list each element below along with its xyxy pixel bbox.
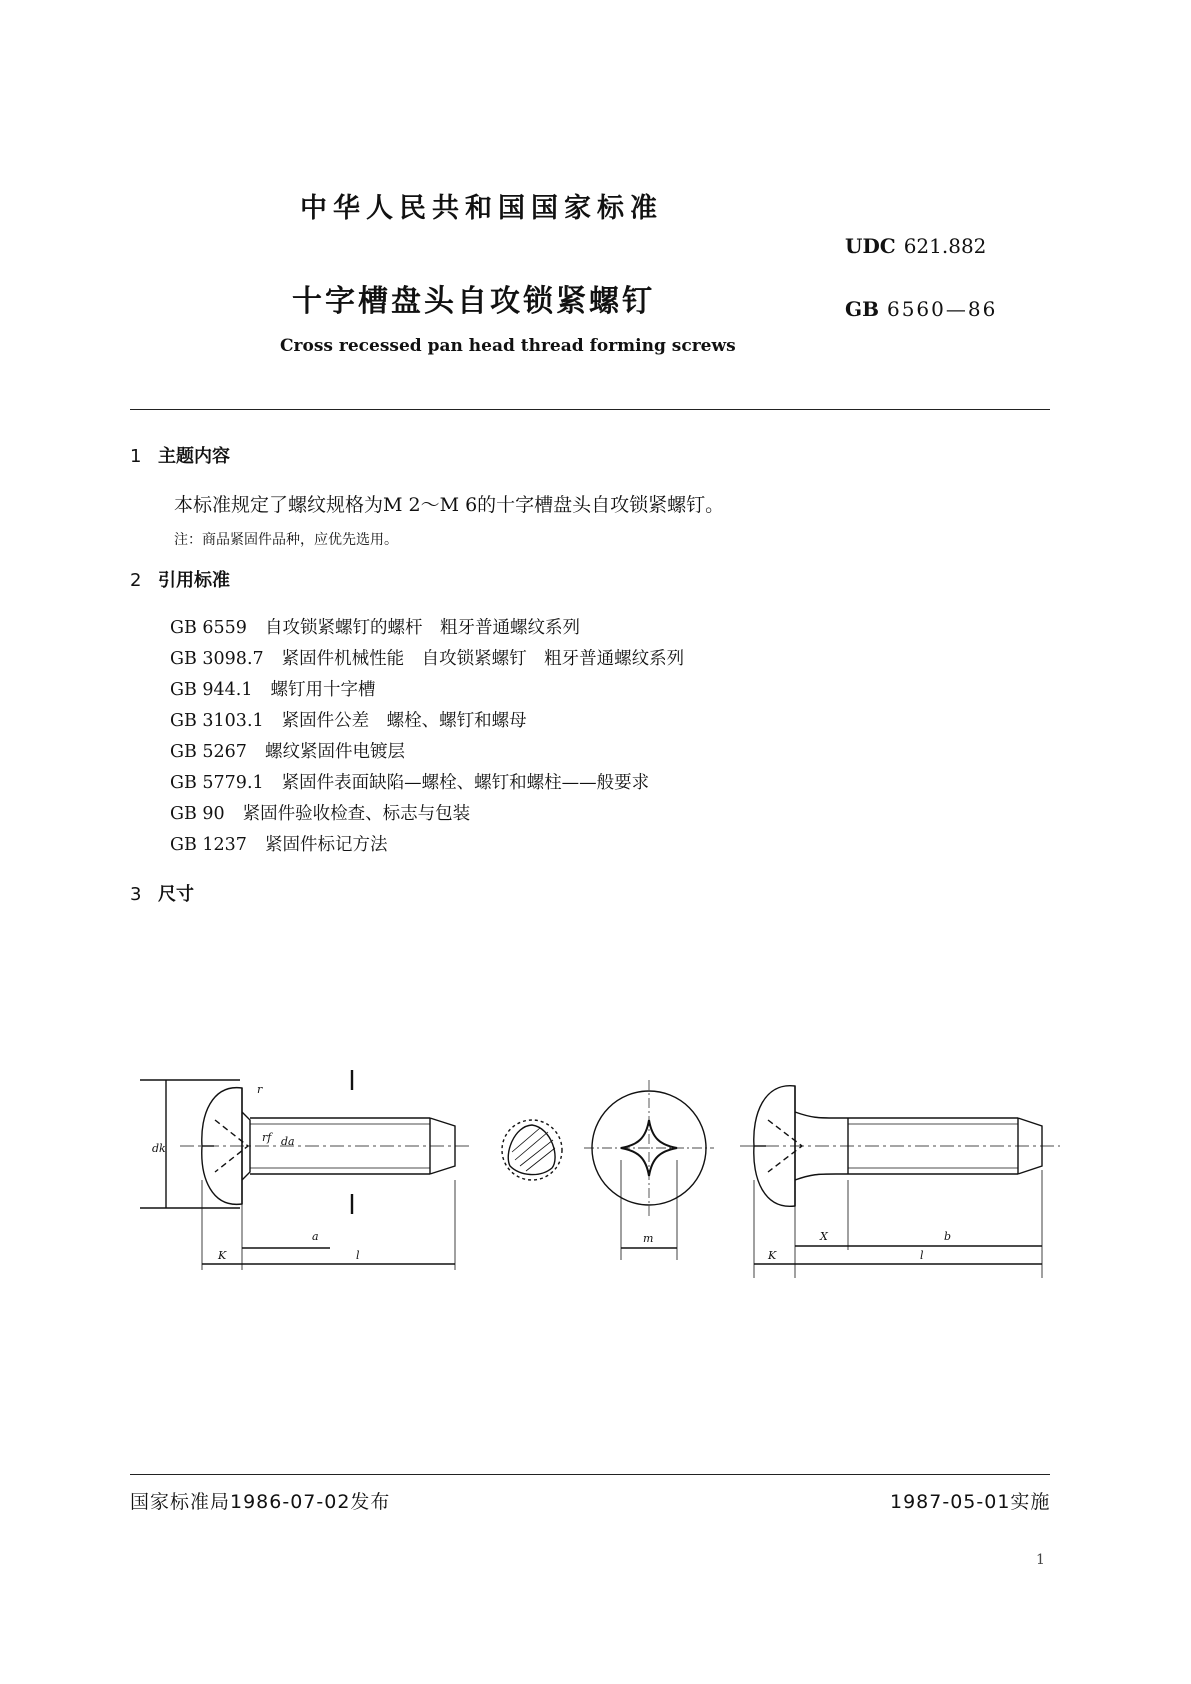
page-number: 1 [1036, 1552, 1045, 1568]
reference-name: 紧固件机械性能 自攻锁紧螺钉 粗牙普通螺纹系列 [281, 649, 685, 669]
reference-item [170, 676, 376, 701]
reference-item [170, 831, 387, 856]
effective-date: 1987-05-01实施 [890, 1491, 1051, 1513]
reference-item [170, 614, 580, 639]
reference-item [170, 645, 684, 670]
reference-code: GB 5267 [170, 742, 247, 762]
reference-name: 自攻锁紧螺钉的螺杆 粗牙普通螺纹系列 [264, 618, 580, 638]
reference-code: GB 3103.1 [170, 711, 264, 731]
section-1-heading [130, 442, 230, 468]
document-title-cn: 十字槽盘头自攻锁紧螺钉 [292, 284, 655, 319]
issue-date: 国家标准局1986-07-02发布 [130, 1491, 391, 1513]
scope-note: 注：商品紧固件品种，应优先选用。 [174, 532, 398, 548]
section-title: 主题内容 [158, 446, 230, 467]
reference-item [170, 800, 470, 825]
section-title: 引用标准 [158, 570, 230, 591]
header-divider [130, 409, 1050, 410]
label-K-right: K [768, 1249, 777, 1262]
reference-name: 紧固件验收检查、标志与包装 [242, 804, 471, 824]
reference-item [170, 738, 405, 763]
label-K: K [218, 1249, 227, 1262]
section-number: 2 [130, 570, 142, 591]
reference-name: 紧固件表面缺陷—螺栓、螺钉和螺柱——般要求 [281, 773, 650, 793]
section-number: 3 [130, 884, 142, 905]
section-3-heading [130, 880, 194, 906]
label-r: r [257, 1083, 263, 1096]
reference-code: GB 1237 [170, 835, 247, 855]
label-da: da [281, 1135, 295, 1148]
scope-text: 本标准规定了螺纹规格为M 2～M 6的十字槽盘头自攻锁紧螺钉。 [174, 494, 725, 516]
gb-label: GB [845, 297, 879, 321]
label-a: a [312, 1230, 319, 1243]
screw-technical-drawing [0, 1060, 1191, 1320]
label-b: b [944, 1230, 952, 1243]
label-rf: rf [262, 1131, 272, 1144]
footer-divider [130, 1474, 1050, 1475]
reference-item [170, 769, 649, 794]
udc-code [845, 234, 986, 258]
reference-code: GB 90 [170, 804, 225, 824]
section-number: 1 [130, 446, 142, 467]
reference-code: GB 6559 [170, 618, 247, 638]
udc-label: UDC [845, 234, 896, 258]
reference-name: 螺纹紧固件电镀层 [264, 742, 405, 762]
shank-transition-top [795, 1112, 836, 1118]
gb-value: 6560—86 [886, 297, 998, 321]
label-m: m [643, 1232, 654, 1245]
national-standard-heading: 中华人民共和国国家标准 [300, 193, 663, 224]
label-dk: dk [152, 1142, 166, 1155]
label-l-right: l [920, 1249, 924, 1262]
reference-name: 螺钉用十字槽 [270, 680, 376, 700]
section-2-heading [130, 566, 230, 592]
reference-code: GB 5779.1 [170, 773, 264, 793]
shank-transition-bottom [795, 1174, 836, 1180]
udc-value: 621.882 [903, 234, 987, 258]
section-title: 尺寸 [158, 884, 194, 905]
document-title-en: Cross recessed pan head thread forming screws [280, 336, 736, 356]
reference-name: 紧固件公差 螺栓、螺钉和螺母 [281, 711, 527, 731]
label-X: X [820, 1230, 828, 1243]
reference-code: GB 3098.7 [170, 649, 264, 669]
section-hatch [512, 1128, 555, 1171]
reference-code: GB 944.1 [170, 680, 253, 700]
reference-name: 紧固件标记方法 [264, 835, 388, 855]
gb-number [845, 297, 997, 321]
reference-item [170, 707, 527, 732]
label-l: l [356, 1249, 360, 1262]
